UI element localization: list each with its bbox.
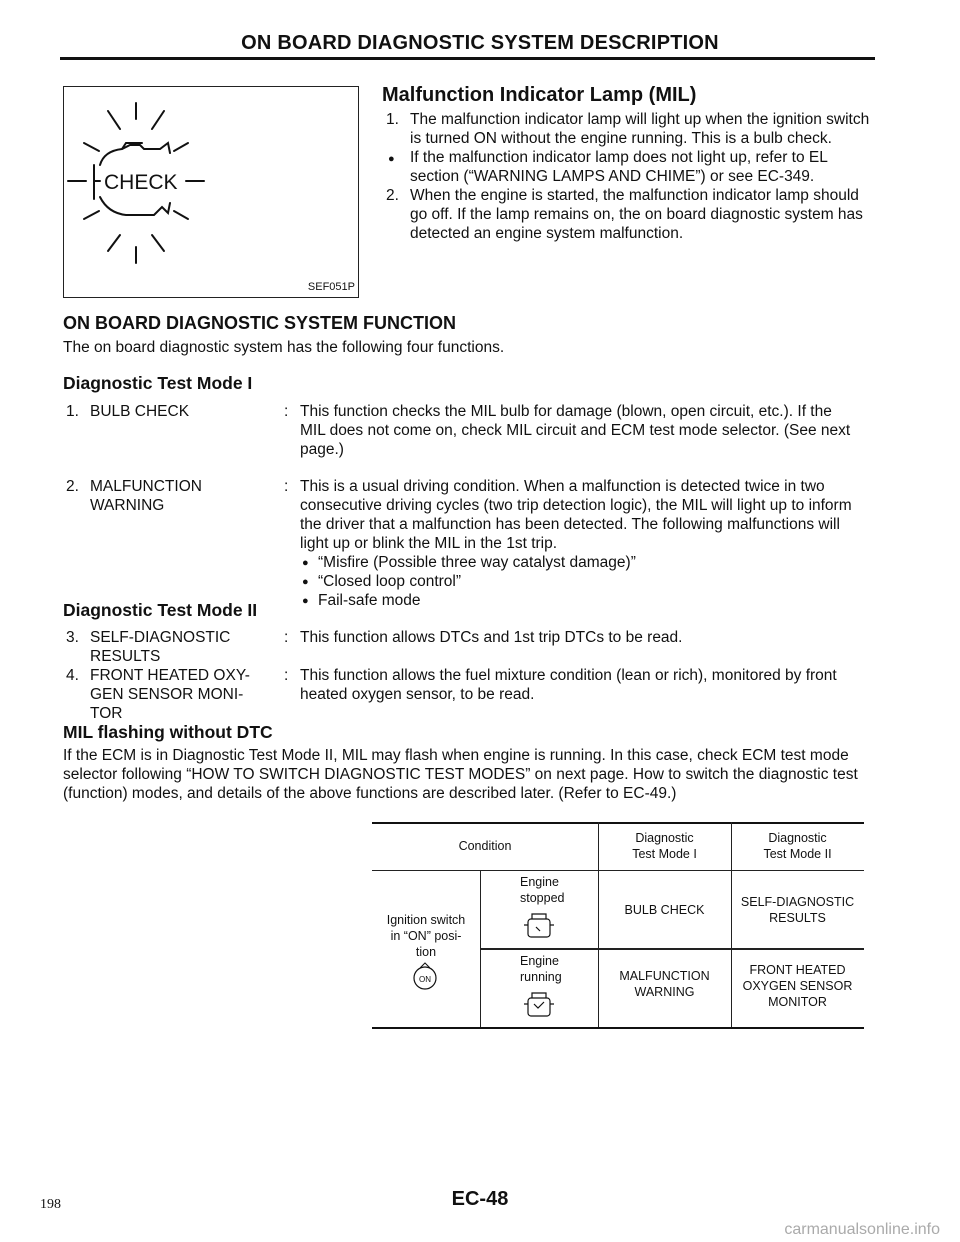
function-label-text: MALFUNCTION WARNING bbox=[90, 478, 202, 514]
table-head-condition: Condition bbox=[458, 839, 512, 853]
mil-item-marker: ● bbox=[388, 153, 395, 165]
bullet-item: ● “Closed loop control” bbox=[300, 572, 860, 591]
mil-item-text: The malfunction indicator lamp will light up when the ignition switch is turned ON without the engine running. This is a bulb check. bbox=[410, 111, 870, 147]
bullet-item: ● “Misfire (Possible three way catalyst damage)” bbox=[300, 553, 860, 572]
mode2-title: Diagnostic Test Mode II bbox=[63, 600, 258, 620]
ignition-switch-label: ON bbox=[419, 975, 431, 984]
table-row-rule bbox=[480, 870, 864, 871]
table-stopped-mode2: SELF-DIAGNOSTIC RESULTS bbox=[740, 895, 855, 925]
watermark-text: carmanualsonline.info bbox=[784, 1221, 940, 1238]
table-head-mode1: Diagnostic Test Mode I bbox=[632, 831, 697, 861]
function-label bbox=[64, 628, 274, 666]
table-engine-stopped: Engine stopped bbox=[520, 875, 565, 905]
mode-table bbox=[372, 822, 864, 1030]
mil-item-marker: 2. bbox=[386, 187, 399, 204]
engine-stopped-icon bbox=[522, 911, 556, 943]
mode1-title: Diagnostic Test Mode I bbox=[63, 373, 253, 393]
table-running-mode2: FRONT HEATED OXYGEN SENSOR MONITOR bbox=[742, 963, 853, 1009]
mil-item-marker: 1. bbox=[386, 111, 399, 128]
figure-code: SEF051P bbox=[307, 281, 355, 293]
table-stopped-mode1: BULB CHECK bbox=[624, 903, 705, 917]
function-label-text: BULB CHECK bbox=[90, 403, 190, 420]
mil-item-text: If the malfunction indicator lamp does not light up, refer to EL section (“WARNING LAMPS AND CHIME”) or see EC-349. bbox=[410, 149, 828, 185]
table-bottom-rule bbox=[372, 1027, 864, 1029]
function-description bbox=[300, 477, 860, 610]
mil-item bbox=[382, 148, 877, 186]
colon-separator: : bbox=[284, 629, 289, 646]
mil-item bbox=[382, 186, 877, 243]
page-number-code: EC-48 bbox=[451, 1188, 509, 1210]
function-description-text: This is a usual driving condition. When a malfunction is detected twice in two consecutive driving cycles (two trip detection logic), the MIL will light up to inform the driver that a malfunction has been detected. The following malfunctions will light up or blink the MIL in the 1st trip. bbox=[300, 478, 852, 552]
function-label bbox=[64, 666, 274, 723]
table-running-mode1: MALFUNCTION WARNING bbox=[619, 969, 710, 999]
function-label-text: SELF-DIAGNOSTIC RESULTS bbox=[90, 629, 231, 665]
table-top-rule bbox=[372, 822, 864, 824]
function-number: 3. bbox=[66, 629, 79, 646]
mil-item-text: When the engine is started, the malfunction indicator lamp should go off. If the lamp remains on, the on board diagnostic system has detected an engine system malfunction. bbox=[410, 187, 863, 242]
mil-item bbox=[382, 110, 877, 148]
function-section-title: ON BOARD DIAGNOSTIC SYSTEM FUNCTION bbox=[63, 313, 457, 333]
mil-list bbox=[382, 110, 877, 243]
table-mid-rule bbox=[480, 948, 864, 950]
mil-figure bbox=[63, 86, 359, 298]
ignition-switch-icon bbox=[410, 962, 440, 992]
function-description: This function allows the fuel mixture condition (lean or rich), monitored by front heated oxygen sensor, to be read. bbox=[300, 667, 837, 703]
function-label-text: FRONT HEATED OXY-GEN SENSOR MONI-TOR bbox=[90, 667, 250, 722]
page-header-title: ON BOARD DIAGNOSTIC SYSTEM DESCRIPTION bbox=[241, 32, 719, 54]
function-number: 1. bbox=[66, 403, 79, 420]
table-engine-running: Engine running bbox=[520, 954, 562, 984]
colon-separator: : bbox=[284, 667, 289, 684]
mil-flash-title: MIL flashing without DTC bbox=[63, 722, 273, 742]
colon-separator: : bbox=[284, 403, 289, 420]
colon-separator: : bbox=[284, 478, 289, 495]
function-label bbox=[64, 477, 274, 515]
function-number: 2. bbox=[66, 478, 79, 495]
function-description: This function checks the MIL bulb for damage (blown, open circuit, etc.). If the MIL does not come on, check MIL circuit and ECM test mode selector. (See next page.) bbox=[300, 403, 851, 458]
table-ignition-condition: Ignition switch in “ON” posi-tion bbox=[386, 913, 466, 959]
function-description: This function allows DTCs and 1st trip DTCs to be read. bbox=[300, 629, 683, 646]
function-label bbox=[64, 402, 274, 421]
mil-flash-paragraph: If the ECM is in Diagnostic Test Mode II, MIL may flash when engine is running. In this case, check ECM test mode selector following “HOW TO SWITCH DIAGNOSTIC TEST MODES” on next page. How to switch the diagnostic test (function) modes, and details of the above functions are described later. (Refer to EC-49.) bbox=[63, 747, 858, 802]
page-number: 198 bbox=[40, 1197, 61, 1212]
function-number: 4. bbox=[66, 667, 79, 684]
mil-section-title: Malfunction Indicator Lamp (MIL) bbox=[382, 84, 697, 106]
function-section-intro: The on board diagnostic system has the following four functions. bbox=[63, 339, 505, 356]
table-head-mode2: Diagnostic Test Mode II bbox=[763, 831, 832, 861]
header-rule bbox=[60, 57, 875, 60]
bullet-item: ● Fail-safe mode bbox=[300, 591, 860, 610]
mil-check-engine-icon bbox=[64, 87, 358, 297]
engine-running-icon bbox=[522, 990, 556, 1022]
mil-lamp-text: CHECK bbox=[104, 171, 178, 194]
